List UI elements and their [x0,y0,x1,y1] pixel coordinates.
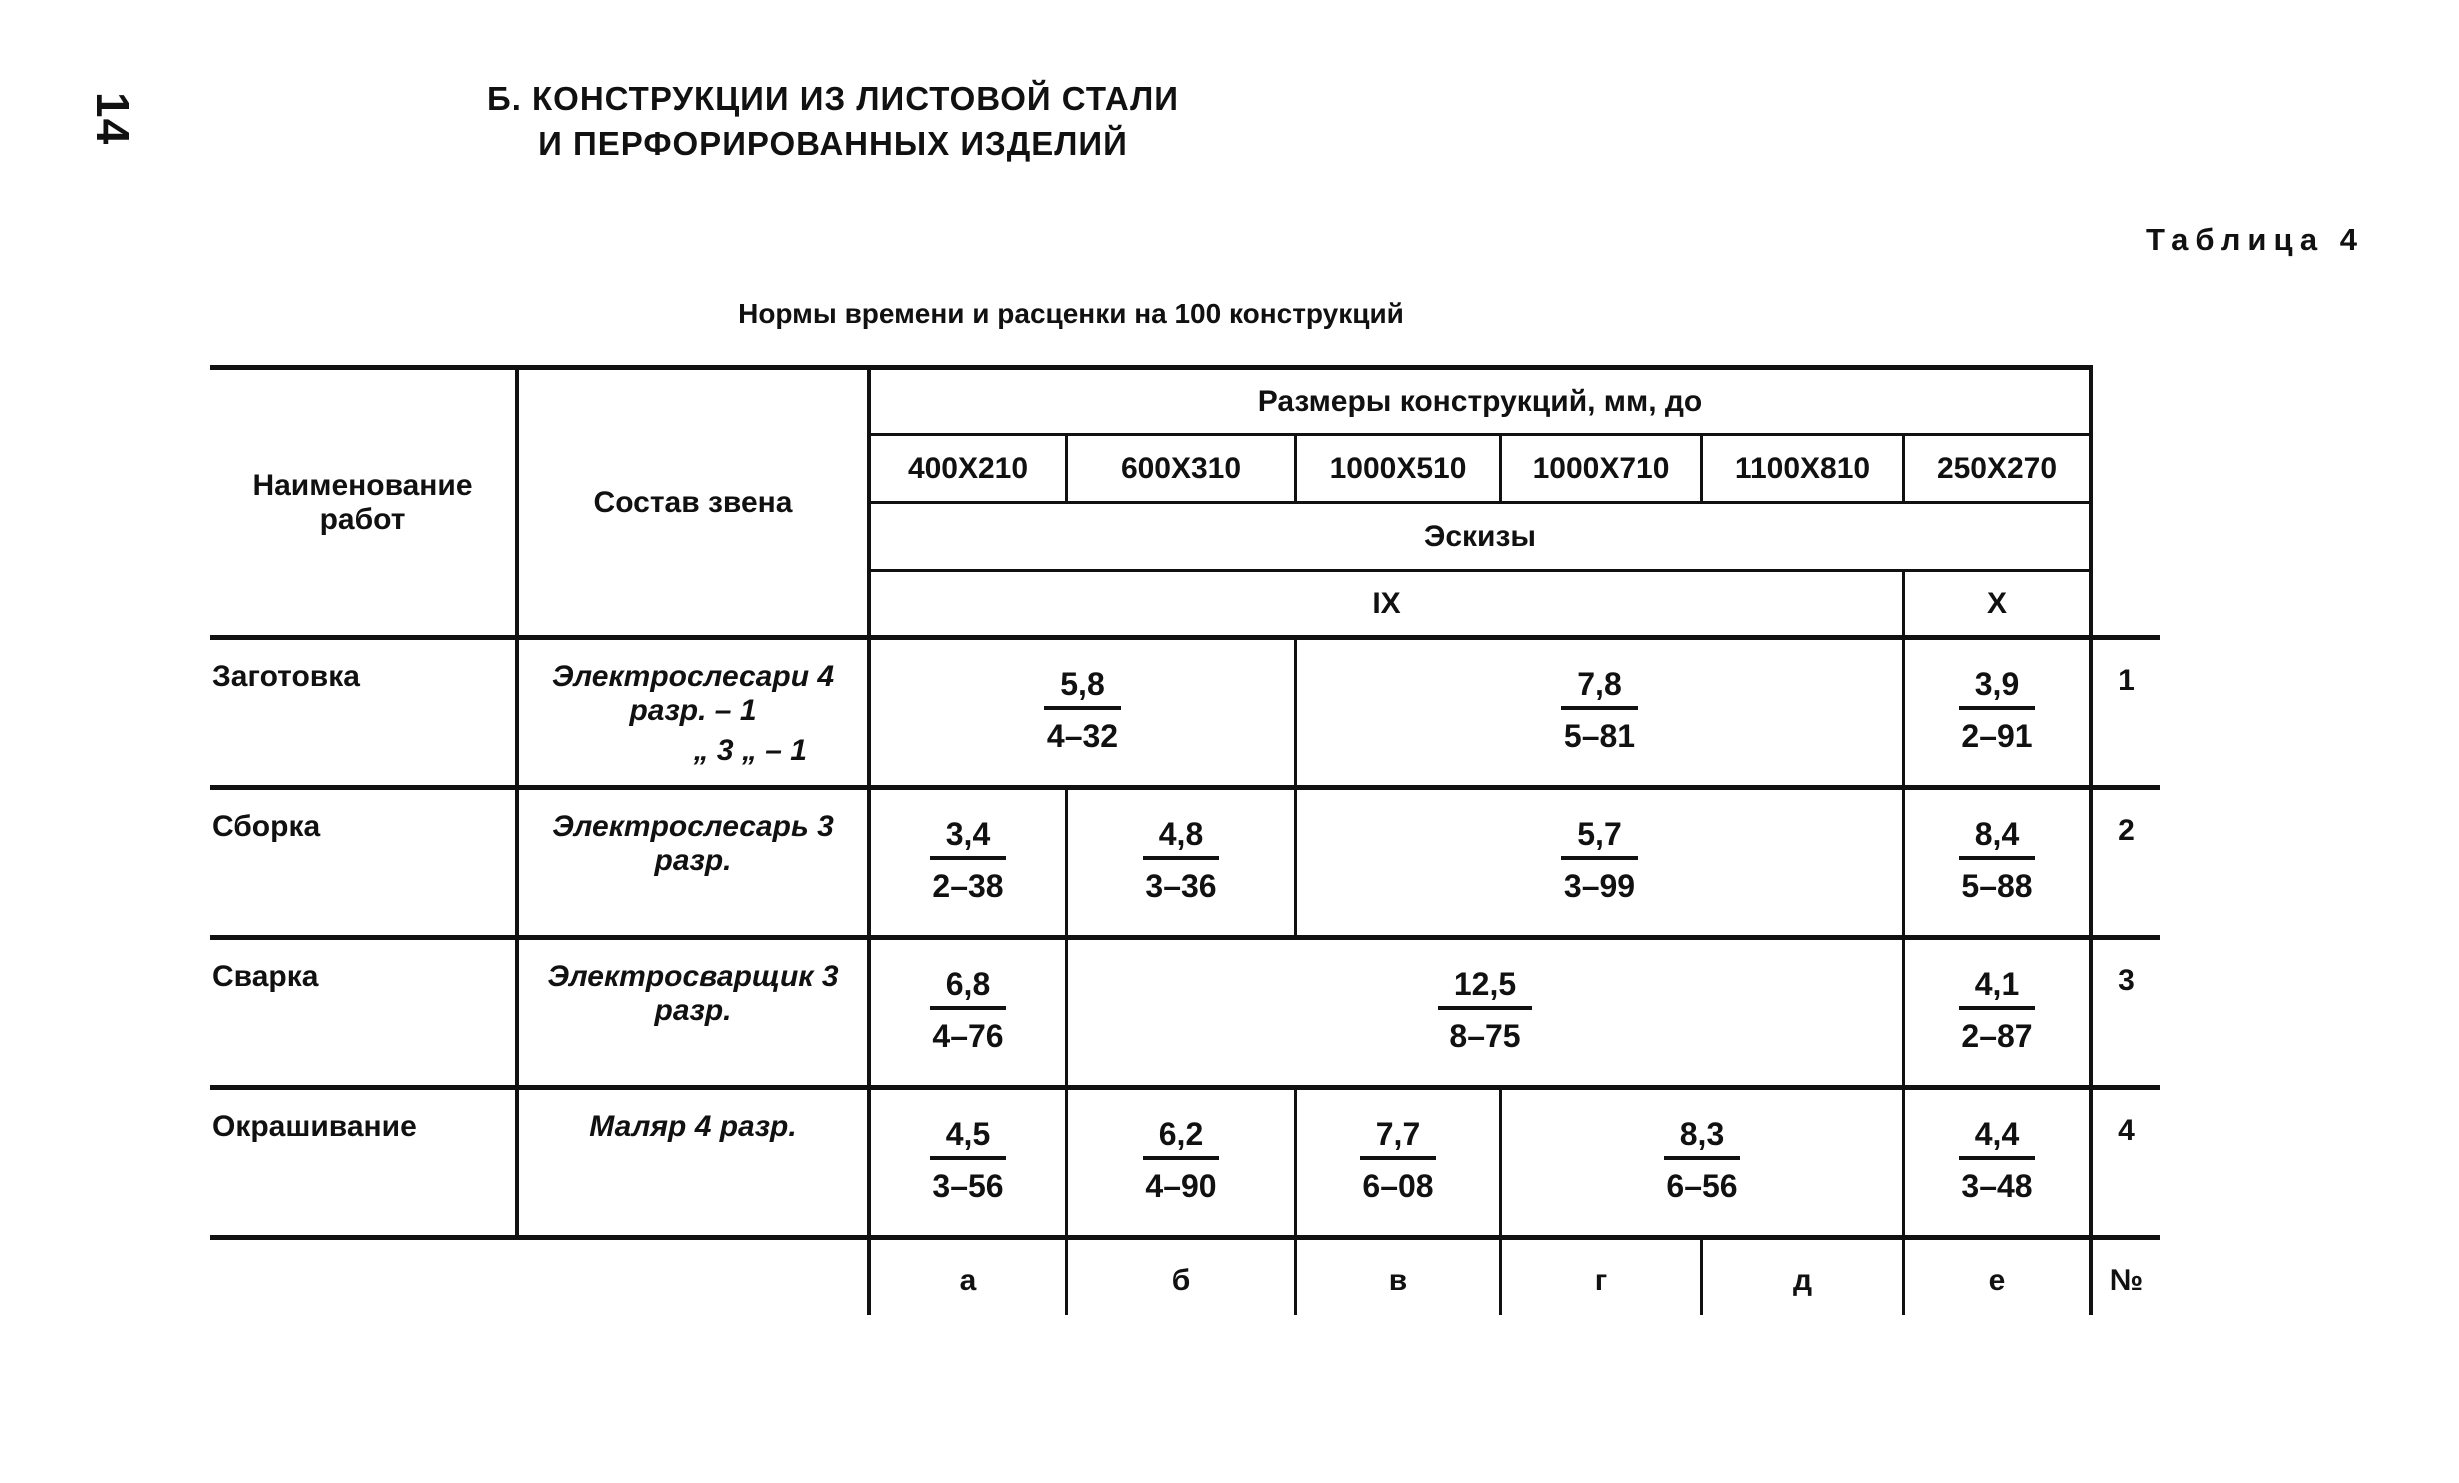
column-label-g: г [1499,1235,1700,1315]
time-norm: 7,7 [1360,1114,1436,1160]
row4-crew: Маляр 4 разр. [515,1085,867,1235]
time-norm: 4,1 [1959,964,2035,1010]
row3-number: 3 [2089,935,2160,1085]
rate: 6–56 [1666,1168,1738,1204]
row4-cell-v [1294,1085,1499,1235]
rate: 4–32 [1046,718,1119,754]
header-sketch-group-x: X [1902,569,2089,635]
header-work-name: Наименование работ [210,365,515,635]
row3-crew: Электросварщик 3 разр. [515,935,867,1085]
column-label-e: е [1902,1235,2089,1315]
row4-cell-gd [1499,1085,1902,1235]
norms-table [210,365,2360,1315]
time-norm: 5,8 [1044,664,1120,710]
row1-cell-e [1902,635,2089,785]
time-norm: 6,2 [1143,1114,1219,1160]
row1-work: Заготовка [210,635,515,785]
rate: 6–08 [1362,1168,1434,1204]
row2-work: Сборка [210,785,515,935]
column-label-a: а [867,1235,1065,1315]
header-size-e: 1100Х810 [1700,433,1902,501]
rate: 4–76 [932,1018,1004,1054]
row2-cell-e [1902,785,2089,935]
header-size-d: 1000Х710 [1499,433,1700,501]
row1-cell-ab [867,635,1294,785]
row1-number: 1 [2089,635,2160,785]
column-label-b: б [1065,1235,1294,1315]
time-norm: 6,8 [930,964,1006,1010]
time-norm: 4,5 [930,1114,1006,1160]
row3-work: Сварка [210,935,515,1085]
column-label-v: в [1294,1235,1499,1315]
row4-number: 4 [2089,1085,2160,1235]
row2-cell-b [1065,785,1294,935]
row4-cell-a [867,1085,1065,1235]
header-size-a: 400Х210 [867,433,1065,501]
time-norm: 3,4 [930,814,1006,860]
rate: 8–75 [1449,1018,1521,1054]
header-sketches-title: Эскизы [867,501,2089,569]
row4-cell-e [1902,1085,2089,1235]
rate: 3–56 [932,1168,1004,1204]
column-letters-blank [210,1235,867,1315]
header-sizes-title: Размеры конструкций, мм, до [867,365,2089,433]
rate: 2–91 [1961,718,2033,754]
time-norm: 8,4 [1959,814,2035,860]
row1-cell-vgd [1294,635,1902,785]
row3-cell-bvgd [1065,935,1902,1085]
page-number: 14 [87,92,139,146]
table-label: Таблица 4 [2145,222,2364,257]
rate: 5–88 [1961,868,2033,904]
section-heading-line1: Б. КОНСТРУКЦИИ ИЗ ЛИСТОВОЙ СТАЛИ [486,80,1180,117]
header-size-c: 1000Х510 [1294,433,1499,501]
header-crew: Состав звена [515,365,867,635]
time-norm: 4,4 [1959,1114,2035,1160]
column-label-number: № [2089,1235,2160,1315]
header-no-column [2089,365,2160,635]
row4-cell-b [1065,1085,1294,1235]
row1-crew-line1: Электрослесари 4 разр. – 1 [551,660,835,727]
row2-crew: Электрослесарь 3 разр. [515,785,867,935]
time-norm: 12,5 [1438,964,1532,1010]
row4-work: Окрашивание [210,1085,515,1235]
rate: 4–90 [1145,1168,1217,1204]
rate: 5–81 [1563,718,1636,754]
time-norm: 3,9 [1959,664,2035,710]
row3-cell-a [867,935,1065,1085]
rate: 2–87 [1961,1018,2033,1054]
rate: 3–36 [1145,868,1217,904]
row2-number: 2 [2089,785,2160,935]
column-label-d: д [1700,1235,1902,1315]
rate: 3–99 [1563,868,1636,904]
row3-cell-e [1902,935,2089,1085]
row1-crew-line2: „ 3 „ – 1 [693,734,807,767]
header-sketch-group-ix: IX [867,569,1902,635]
time-norm: 5,7 [1561,814,1637,860]
time-norm: 7,8 [1561,664,1637,710]
section-heading-line2: И ПЕРФОРИРОВАННЫХ ИЗДЕЛИЙ [538,125,1128,162]
rate: 3–48 [1961,1168,2033,1204]
row2-cell-a [867,785,1065,935]
table-caption: Нормы времени и расценки на 100 конструкций [738,298,1404,329]
row1-crew [515,635,867,785]
header-size-b: 600Х310 [1065,433,1294,501]
row2-cell-vgd [1294,785,1902,935]
time-norm: 4,8 [1143,814,1219,860]
rate: 2–38 [932,868,1004,904]
header-size-f: 250Х270 [1902,433,2089,501]
time-norm: 8,3 [1664,1114,1740,1160]
